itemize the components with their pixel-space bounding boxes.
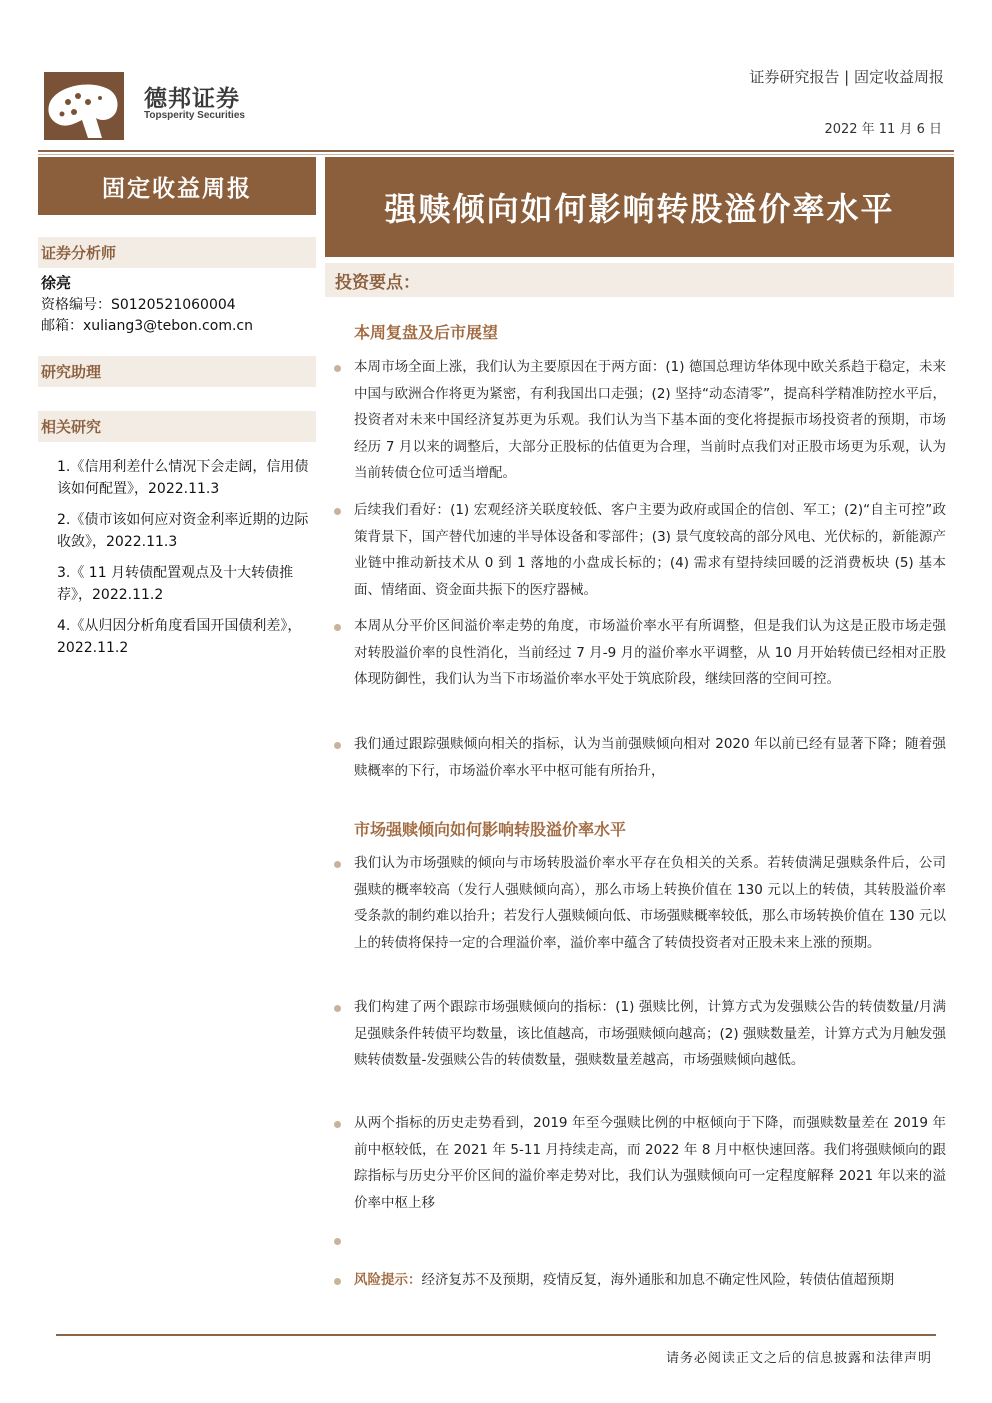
- list-item[interactable]: 2.《债市该如何应对资金利率近期的边际收敛》，2022.11.3: [57, 512, 309, 550]
- company-name-en: Topsperity Securities: [144, 110, 245, 121]
- header-divider: [38, 150, 954, 152]
- list-item[interactable]: 4.《从归因分析角度看国开国债利差》，2022.11.2: [57, 618, 302, 656]
- bullet-icon: [334, 1005, 341, 1012]
- section1-heading: 本周复盘及后市展望: [354, 323, 499, 342]
- bullet-icon: [334, 624, 341, 631]
- bullet-icon: [334, 508, 341, 515]
- bullet-icon: [334, 1238, 341, 1245]
- risk-paragraph: [354, 1267, 946, 1294]
- section1-para: 本周市场全面上涨，我们认为主要原因在于两方面：(1) 德国总理访华体现中欧关系趋于稳定，未来中国与欧洲合作将更为紧密，有利我国出口走强；(2) 坚持“动态清零”，提高科学精准防控水平后，投资者对未来中国经济复苏更为乐观。我们认为当下基本面的变化将提振市场投资者的预期，市场经历 7 月以来的调整后，大部分正股标的估值更为合理，当前时点我们对正股市场更为乐观，认为当前转债仓位可适当增配。: [354, 359, 946, 481]
- analyst-cert: 资格编号：S0120521060004: [41, 297, 236, 313]
- footer-disclaimer: 请务必阅读正文之后的信息披露和法律声明: [665, 1351, 932, 1366]
- bullet-icon: [334, 742, 341, 749]
- risk-label: 风险提示：: [354, 1272, 422, 1288]
- footer-divider: [56, 1334, 936, 1336]
- bullet-icon: [334, 861, 341, 868]
- header-divider-thin: [38, 154, 954, 155]
- bullet-icon: [334, 365, 341, 372]
- assistant-heading: 研究助理: [38, 356, 316, 387]
- section2-para: 从两个指标的历史走势看到，2019 年至今强赎比例的中枢倾向于下降，而强赎数量差在 2019 年前中枢较低，在 2021 年 5-11 月持续走高，而 2022 年 8 月中枢快速回落。我们将强赎倾向的跟踪指标与历史分平价区间的溢价率走势对比，我们认为强赎倾向可一定程度解释 2021 年以来的溢价率中枢上移: [354, 1115, 946, 1211]
- bullet-icon: [334, 1121, 341, 1128]
- section1-para: 我们通过跟踪强赎倾向相关的指标，认为当前强赎倾向相对 2020 年以前已经有显著下降；随着强赎概率的下行，市场溢价率水平中枢可能有所抬升，: [354, 736, 946, 779]
- section2-para: 我们构建了两个跟踪市场强赎倾向的指标：(1) 强赎比例，计算方式为发强赎公告的转债数量/月满足强赎条件转债平均数量，该比值越高，市场强赎倾向越高；(2) 强赎数量差，计算方式为月触发强赎转债数量-发强赎公告的转债数量，强赎数量差越高，市场强赎倾向越低。: [354, 999, 946, 1068]
- analyst-name: 徐亮: [41, 274, 72, 292]
- key-points-label: 投资要点：: [325, 263, 954, 297]
- report-date: 2022 年 11 月 6 日: [824, 122, 942, 137]
- analyst-email[interactable]: 邮箱：xuliang3@tebon.com.cn: [41, 318, 253, 334]
- bullet-icon: [334, 1278, 341, 1285]
- report-type: 证券研究报告 | 固定收益周报: [749, 68, 944, 86]
- list-item[interactable]: 1.《信用利差什么情况下会走阔，信用债该如何配置》，2022.11.3: [57, 459, 309, 497]
- section2-para: 我们认为市场强赎的倾向与市场转股溢价率水平存在负相关的关系。若转债满足强赎条件后，公司强赎的概率较高（发行人强赎倾向高），那么市场上转换价值在 130 元以上的转债，其转股溢价率受条款的制约难以抬升；若发行人强赎倾向低、市场强赎概率较低，那么市场转换价值在 130 元以上的转债将保持一定的合理溢价率，溢价率中蕴含了转债投资者对正股未来上涨的预期。: [354, 855, 946, 951]
- related-heading: 相关研究: [38, 411, 316, 442]
- sidebar-banner: 固定收益周报: [38, 157, 316, 215]
- section1-para: 后续我们看好：(1) 宏观经济关联度较低、客户主要为政府或国企的信创、军工；(2)“自主可控”政策背景下，国产替代加速的半导体设备和零部件；(3) 景气度较高的部分风电、光伏标的，新能源产业链中推动新技术从 0 到 1 落地的小盘成长标的；(4) 需求有望持续回暖的泛消费板块 (5) 基本面、情绪面、资金面共振下的医疗器械。: [354, 502, 946, 598]
- leopard-logo-icon: [44, 72, 124, 140]
- section1-para: 本周从分平价区间溢价率走势的角度，市场溢价率水平有所调整，但是我们认为这是正股市场走强对转股溢价率的良性消化，当前经过 7 月-9 月的溢价率水平调整，从 10 月开始转债已经相对正股体现防御性，我们认为当下市场溢价率水平处于筑底阶段，继续回落的空间可控。: [354, 618, 946, 687]
- list-item[interactable]: 3.《 11 月转债配置观点及十大转债推荐》，2022.11.2: [57, 565, 294, 603]
- company-name-cn: 德邦证券: [144, 86, 240, 112]
- section2-heading: 市场强赎倾向如何影响转股溢价率水平: [354, 820, 627, 839]
- risk-text: 经济复苏不及预期，疫情反复，海外通胀和加息不确定性风险，转债估值超预期: [421, 1272, 894, 1288]
- report-title: 强赎倾向如何影响转股溢价率水平: [325, 157, 954, 257]
- analyst-heading: 证券分析师: [38, 237, 316, 268]
- related-research-list: [57, 456, 313, 668]
